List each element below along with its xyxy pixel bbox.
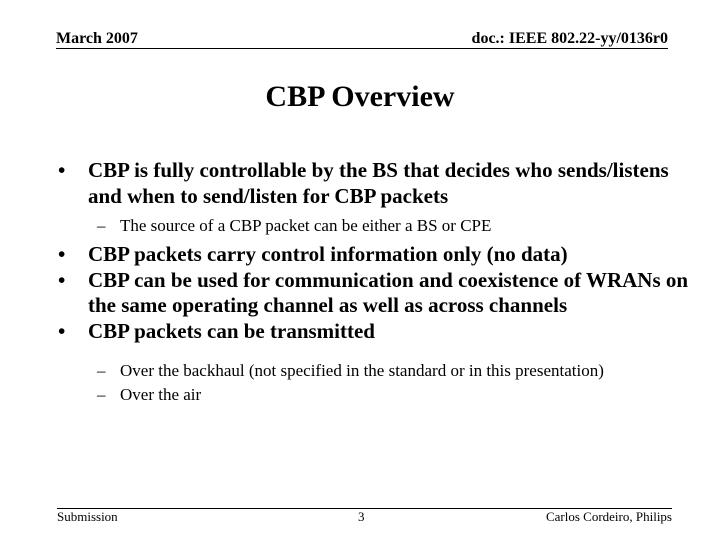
bullet-text: CBP packets can be transmitted [88, 318, 375, 343]
footer-submission: Submission [57, 509, 118, 524]
footer-author: Carlos Cordeiro, Philips [545, 509, 672, 524]
bullet-text: CBP is fully controllable by the BS that decides who sends/listens and when to send/listen for CBP packets [88, 158, 669, 208]
header-doc-id: doc.: IEEE 802.22-yy/0136r0 [471, 30, 668, 47]
bullet-marker: • [58, 158, 66, 182]
bullet-item [0, 319, 720, 345]
sub-bullet-text: Over the air [120, 385, 202, 404]
bullet-item [0, 268, 720, 319]
sub-bullet-text: The source of a CBP packet can be either a BS or CPE [120, 216, 492, 235]
header-date: March 2007 [56, 30, 138, 47]
sub-bullet-marker: – [97, 385, 106, 404]
sub-bullet-marker: – [97, 216, 106, 235]
slide-title: CBP Overview [265, 80, 455, 113]
sub-bullet-text: Over the backhaul (not specified in the standard or in this presentation) [120, 361, 604, 380]
bullet-item [0, 158, 720, 209]
bullet-text: CBP can be used for communication and coexistence of WRANs on the same operating channel as well as across channels [88, 267, 689, 317]
bullet-marker: • [58, 318, 66, 343]
footer-page-number: 3 [358, 509, 365, 524]
sub-bullet-item [0, 215, 720, 236]
bullet-list [0, 158, 720, 405]
bullet-text: CBP packets carry control information only (no data) [88, 242, 568, 266]
sub-bullet-item [0, 360, 720, 381]
sub-bullet-item [0, 384, 720, 405]
header-divider [56, 48, 668, 49]
bullet-marker: • [58, 242, 66, 266]
bullet-item [0, 242, 720, 268]
bullet-marker: • [58, 267, 66, 292]
sub-bullet-marker: – [97, 361, 106, 380]
